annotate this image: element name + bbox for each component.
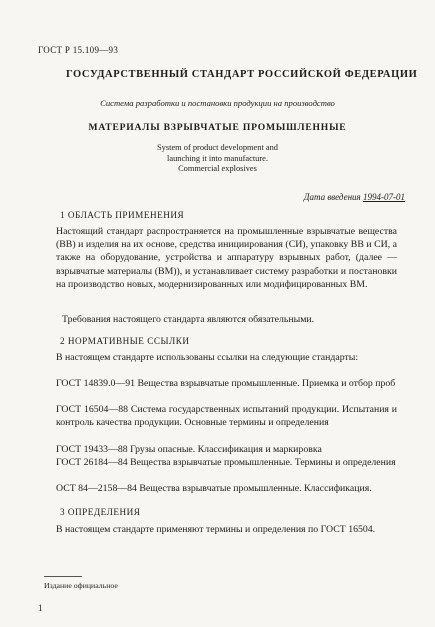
effective-date	[304, 192, 405, 202]
reference-item: ГОСТ 16504—88 Система государственных испытаний продукции. Испытания и контроль качества продукции. Основные термины и определения	[56, 404, 397, 429]
scope-paragraph: Настоящий стандарт распространяется на промышленные взрывчатые вещества (ВВ) и изделия на их основе, средства инициирования (СИ), упаковку ВВ и СИ, а также на оборудование, устройства и аппаратуру взрывных работ, (далее — взрывчатые материалы (ВМ)), и устанавливает систему разработки и постановки на производство новых, модернизированных или модифицированных ВМ.	[56, 226, 397, 290]
section-heading-definitions: 3 ОПРЕДЕЛЕНИЯ	[60, 507, 141, 517]
reference-item: ГОСТ 26184—84 Вещества взрывчатые промышленные. Термины и определения	[56, 457, 396, 468]
standard-code: ГОСТ Р 15.109—93	[38, 45, 119, 55]
section-heading-scope: 1 ОБЛАСТЬ ПРИМЕНЕНИЯ	[60, 210, 185, 220]
edition-note: Издание официальное	[44, 581, 118, 590]
english-title-line-1: System of product development and	[157, 143, 278, 152]
section-heading-references: 2 НОРМАТИВНЫЕ ССЫЛКИ	[60, 336, 190, 346]
english-title-line-3: Commercial explosives	[178, 164, 257, 173]
reference-item: ГОСТ 14839.0—91 Вещества взрывчатые промышленные. Приемка и отбор проб	[56, 378, 396, 389]
reference-item: ОСТ 84—2158—84 Вещества взрывчатые промышленные. Классификация.	[56, 483, 372, 494]
date-label: Дата введения	[303, 192, 361, 202]
series-title: Система разработки и постановки продукции на производство	[100, 98, 335, 108]
page-number: 1	[38, 603, 43, 613]
reference-item: ГОСТ 19433—88 Грузы опасные. Классификация и маркировка	[56, 444, 322, 455]
mandatory-paragraph: Требования настоящего стандарта являются обязательными.	[62, 314, 315, 325]
standard-type-title: ГОСУДАРСТВЕННЫЙ СТАНДАРТ РОССИЙСКОЙ ФЕДЕРАЦИИ	[66, 69, 418, 80]
date-value: 1994-07-01	[363, 192, 405, 202]
document-title: МАТЕРИАЛЫ ВЗРЫВЧАТЫЕ ПРОМЫШЛЕННЫЕ	[88, 122, 347, 133]
definitions-paragraph: В настоящем стандарте применяют термины и определения по ГОСТ 16504.	[56, 524, 376, 535]
footer-divider	[44, 576, 82, 577]
english-title-line-2: launching it into manufacture.	[167, 154, 268, 163]
references-intro: В настоящем стандарте использованы ссылки на следующие стандарты:	[56, 352, 359, 363]
